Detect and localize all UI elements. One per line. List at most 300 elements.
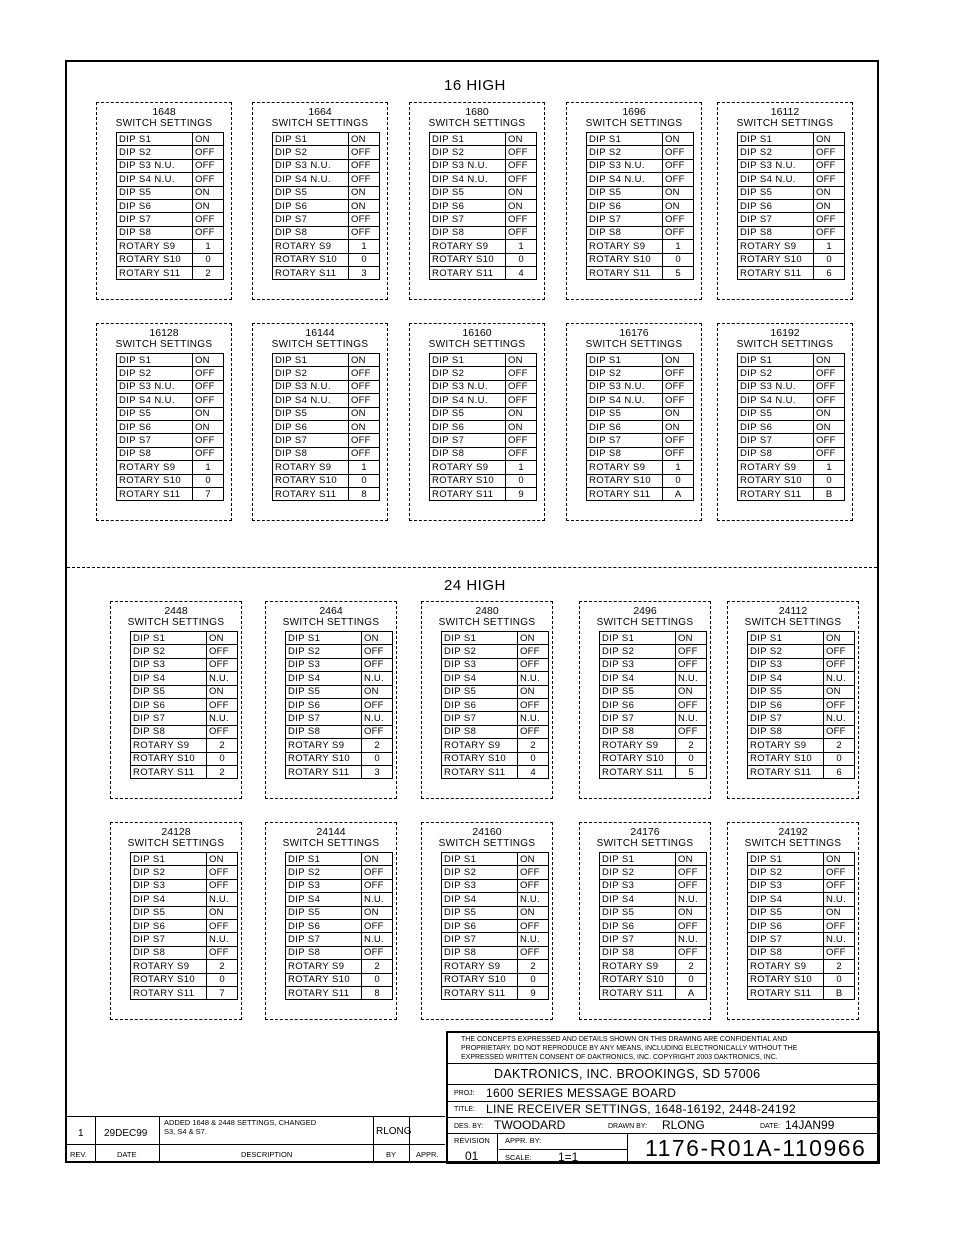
- table-row: [600, 919, 707, 932]
- switch-value: 1: [193, 461, 224, 474]
- table-row: [442, 685, 549, 698]
- table-row: [587, 240, 694, 253]
- switch-label: DIP S3 N.U.: [738, 159, 814, 172]
- switch-label: DIP S8: [117, 226, 193, 239]
- panel-subtitle: SWITCH SETTINGS: [115, 339, 213, 350]
- switch-value: 8: [362, 986, 393, 999]
- table-row: [748, 672, 855, 685]
- switch-label: ROTARY S10: [117, 474, 193, 487]
- revision-header-appr: APPR.: [416, 1150, 439, 1159]
- switch-label: ROTARY S10: [273, 474, 349, 487]
- switch-panel-1680: [409, 102, 545, 300]
- revision-header-description: DESCRIPTION: [241, 1150, 293, 1159]
- revision-header-rev: REV.: [70, 1150, 87, 1159]
- switch-value: 0: [663, 253, 694, 266]
- switch-label: ROTARY S10: [117, 253, 193, 266]
- switch-label: DIP S1: [131, 853, 207, 866]
- switch-label: ROTARY S10: [748, 973, 824, 986]
- panel-subtitle: SWITCH SETTINGS: [736, 118, 834, 129]
- switch-value: ON: [362, 853, 393, 866]
- switch-label: DIP S2: [273, 146, 349, 159]
- switch-label: DIP S5: [587, 186, 663, 199]
- switch-value: 2: [207, 765, 238, 778]
- table-row: [273, 240, 380, 253]
- switch-value: ON: [349, 407, 380, 420]
- switch-label: ROTARY S9: [442, 739, 518, 752]
- switch-table: [429, 353, 537, 501]
- table-row: [286, 960, 393, 973]
- switch-value: 6: [814, 266, 845, 279]
- table-row: [587, 380, 694, 393]
- switch-label: DIP S4 N.U.: [273, 173, 349, 186]
- switch-table: [737, 132, 845, 280]
- switch-value: OFF: [663, 173, 694, 186]
- table-row: [748, 933, 855, 946]
- switch-value: OFF: [506, 394, 537, 407]
- table-row: [131, 973, 238, 986]
- switch-label: DIP S2: [117, 367, 193, 380]
- switch-value: N.U.: [207, 712, 238, 725]
- switch-label: DIP S1: [286, 632, 362, 645]
- switch-value: OFF: [362, 658, 393, 671]
- table-row: [738, 159, 845, 172]
- switch-label: ROTARY S9: [600, 960, 676, 973]
- switch-label: ROTARY S11: [442, 986, 518, 999]
- switch-label: DIP S5: [738, 186, 814, 199]
- table-row: [430, 474, 537, 487]
- switch-label: DIP S5: [442, 685, 518, 698]
- drawing-number: 1176-R01A-110966: [645, 1135, 867, 1161]
- section-title-16-high: 16 HIGH: [444, 77, 506, 94]
- switch-label: DIP S7: [286, 933, 362, 946]
- switch-label: DIP S1: [748, 632, 824, 645]
- table-row: [442, 986, 549, 999]
- switch-label: DIP S7: [430, 213, 506, 226]
- table-row: [117, 367, 224, 380]
- switch-label: DIP S5: [286, 906, 362, 919]
- switch-value: OFF: [193, 367, 224, 380]
- table-row: [131, 906, 238, 919]
- panel-model-number: 16192: [770, 327, 800, 339]
- switch-label: DIP S4: [600, 672, 676, 685]
- switch-value: 0: [814, 253, 845, 266]
- switch-label: DIP S8: [430, 447, 506, 460]
- panel-subtitle: SWITCH SETTINGS: [596, 617, 694, 628]
- table-row: [748, 946, 855, 959]
- switch-label: DIP S8: [738, 447, 814, 460]
- switch-label: DIP S5: [600, 906, 676, 919]
- switch-label: ROTARY S9: [748, 960, 824, 973]
- table-row: [748, 765, 855, 778]
- switch-label: DIP S2: [587, 367, 663, 380]
- switch-label: ROTARY S9: [117, 240, 193, 253]
- switch-value: ON: [676, 685, 707, 698]
- switch-label: DIP S7: [117, 213, 193, 226]
- panel-model-number: 16176: [619, 327, 649, 339]
- switch-panel-2480: [421, 601, 553, 799]
- table-row: [131, 986, 238, 999]
- table-row: [442, 739, 549, 752]
- drawn-by-label: DRAWN BY:: [608, 1123, 648, 1130]
- panel-model-number: 1648: [152, 106, 176, 118]
- switch-label: ROTARY S9: [117, 461, 193, 474]
- switch-value: OFF: [518, 919, 549, 932]
- switch-panel-16128: [96, 323, 232, 521]
- switch-label: DIP S3 N.U.: [587, 159, 663, 172]
- table-row: [748, 879, 855, 892]
- switch-label: DIP S6: [738, 420, 814, 433]
- switch-value: N.U.: [676, 893, 707, 906]
- switch-label: ROTARY S9: [600, 739, 676, 752]
- switch-value: 2: [518, 739, 549, 752]
- switch-value: 2: [362, 739, 393, 752]
- switch-value: ON: [663, 199, 694, 212]
- switch-value: N.U.: [824, 893, 855, 906]
- switch-label: DIP S6: [430, 420, 506, 433]
- switch-label: DIP S5: [286, 685, 362, 698]
- table-row: [117, 159, 224, 172]
- switch-value: N.U.: [362, 893, 393, 906]
- switch-value: OFF: [207, 919, 238, 932]
- switch-value: ON: [193, 133, 224, 146]
- switch-value: OFF: [349, 367, 380, 380]
- table-row: [587, 394, 694, 407]
- switch-label: ROTARY S10: [131, 752, 207, 765]
- table-row: [600, 986, 707, 999]
- switch-label: DIP S1: [273, 354, 349, 367]
- switch-value: ON: [663, 186, 694, 199]
- drawing-title: LINE RECEIVER SETTINGS, 1648-16192, 2448-24192: [486, 1102, 796, 1116]
- switch-label: DIP S8: [748, 725, 824, 738]
- switch-label: ROTARY S11: [587, 266, 663, 279]
- project-label: PROJ:: [454, 1090, 475, 1097]
- switch-label: DIP S2: [286, 866, 362, 879]
- switch-value: OFF: [824, 698, 855, 711]
- table-row: [117, 199, 224, 212]
- switch-label: DIP S6: [117, 420, 193, 433]
- switch-panel-24128: [110, 822, 242, 1020]
- table-row: [738, 199, 845, 212]
- switch-label: ROTARY S11: [738, 266, 814, 279]
- switch-label: ROTARY S9: [430, 461, 506, 474]
- table-row: [273, 394, 380, 407]
- switch-label: DIP S2: [748, 645, 824, 658]
- table-row: [117, 213, 224, 226]
- switch-value: OFF: [676, 645, 707, 658]
- revision-description-line1: ADDED 1648 & 2448 SETTINGS, CHANGED: [164, 1118, 317, 1127]
- switch-label: DIP S3 N.U.: [587, 380, 663, 393]
- switch-label: ROTARY S9: [738, 240, 814, 253]
- switch-value: ON: [362, 906, 393, 919]
- table-row: [748, 919, 855, 932]
- switch-label: DIP S2: [600, 645, 676, 658]
- table-row: [748, 739, 855, 752]
- switch-value: OFF: [663, 447, 694, 460]
- switch-label: DIP S6: [286, 698, 362, 711]
- switch-value: ON: [506, 420, 537, 433]
- switch-value: N.U.: [362, 712, 393, 725]
- table-row: [273, 354, 380, 367]
- table-row: [286, 946, 393, 959]
- switch-value: B: [814, 487, 845, 500]
- switch-label: DIP S6: [748, 698, 824, 711]
- switch-table: [272, 132, 380, 280]
- table-row: [430, 380, 537, 393]
- switch-label: ROTARY S9: [273, 461, 349, 474]
- switch-label: DIP S1: [587, 354, 663, 367]
- table-row: [273, 173, 380, 186]
- switch-label: DIP S3: [442, 879, 518, 892]
- revision-label: REVISION: [454, 1136, 490, 1145]
- switch-value: OFF: [207, 725, 238, 738]
- switch-value: OFF: [207, 658, 238, 671]
- switch-value: OFF: [814, 146, 845, 159]
- designed-by: TWOODARD: [494, 1118, 566, 1132]
- table-row: [131, 658, 238, 671]
- switch-table: [747, 631, 855, 779]
- switch-value: N.U.: [676, 672, 707, 685]
- table-row: [442, 658, 549, 671]
- switch-label: DIP S3: [131, 658, 207, 671]
- switch-table: [441, 631, 549, 779]
- table-row: [430, 394, 537, 407]
- revision-description-line2: S3, S4 & S7.: [164, 1127, 207, 1136]
- switch-label: DIP S1: [738, 354, 814, 367]
- table-row: [430, 487, 537, 500]
- switch-panel-24192: [727, 822, 859, 1020]
- table-row: [286, 645, 393, 658]
- switch-table: [747, 852, 855, 1000]
- table-row: [273, 253, 380, 266]
- revision-by: RLONG: [376, 1126, 412, 1137]
- switch-label: DIP S1: [117, 354, 193, 367]
- switch-label: DIP S7: [738, 213, 814, 226]
- switch-label: ROTARY S9: [286, 739, 362, 752]
- switch-value: OFF: [518, 946, 549, 959]
- switch-value: OFF: [814, 159, 845, 172]
- table-row: [117, 226, 224, 239]
- table-row: [430, 266, 537, 279]
- switch-value: ON: [349, 354, 380, 367]
- switch-label: DIP S3 N.U.: [273, 159, 349, 172]
- switch-value: OFF: [349, 159, 380, 172]
- table-row: [430, 420, 537, 433]
- table-row: [748, 632, 855, 645]
- switch-label: DIP S4: [442, 893, 518, 906]
- panel-model-number: 2480: [475, 605, 499, 617]
- switch-label: ROTARY S9: [587, 461, 663, 474]
- table-row: [430, 133, 537, 146]
- switch-value: OFF: [518, 866, 549, 879]
- revision-header-by: BY: [386, 1150, 397, 1159]
- switch-label: DIP S8: [587, 226, 663, 239]
- switch-label: ROTARY S10: [430, 474, 506, 487]
- switch-value: 2: [193, 266, 224, 279]
- table-row: [600, 698, 707, 711]
- switch-label: DIP S7: [748, 712, 824, 725]
- switch-value: OFF: [506, 447, 537, 460]
- switch-value: 0: [824, 973, 855, 986]
- table-row: [131, 632, 238, 645]
- switch-value: N.U.: [207, 672, 238, 685]
- table-row: [738, 253, 845, 266]
- switch-label: DIP S6: [587, 420, 663, 433]
- panel-subtitle: SWITCH SETTINGS: [736, 339, 834, 350]
- switch-label: DIP S1: [738, 133, 814, 146]
- switch-label: ROTARY S9: [442, 960, 518, 973]
- switch-value: OFF: [349, 380, 380, 393]
- switch-value: OFF: [518, 645, 549, 658]
- table-row: [442, 765, 549, 778]
- switch-label: DIP S8: [273, 447, 349, 460]
- table-row: [600, 973, 707, 986]
- table-row: [286, 919, 393, 932]
- switch-label: DIP S3: [442, 658, 518, 671]
- switch-value: 0: [663, 474, 694, 487]
- table-row: [131, 960, 238, 973]
- panel-model-number: 1696: [622, 106, 646, 118]
- table-row: [131, 725, 238, 738]
- switch-label: DIP S7: [748, 933, 824, 946]
- table-row: [273, 133, 380, 146]
- switch-label: DIP S3: [748, 879, 824, 892]
- table-row: [430, 367, 537, 380]
- table-row: [286, 752, 393, 765]
- switch-value: OFF: [506, 173, 537, 186]
- table-row: [442, 960, 549, 973]
- table-row: [587, 266, 694, 279]
- switch-label: ROTARY S11: [442, 765, 518, 778]
- switch-value: OFF: [814, 380, 845, 393]
- panel-subtitle: SWITCH SETTINGS: [585, 118, 683, 129]
- switch-label: DIP S4 N.U.: [273, 394, 349, 407]
- table-row: [587, 367, 694, 380]
- table-row: [117, 253, 224, 266]
- switch-value: ON: [207, 853, 238, 866]
- table-row: [273, 186, 380, 199]
- table-row: [738, 487, 845, 500]
- table-row: [587, 186, 694, 199]
- panel-subtitle: SWITCH SETTINGS: [438, 838, 536, 849]
- switch-label: DIP S4 N.U.: [587, 173, 663, 186]
- table-row: [600, 725, 707, 738]
- switch-value: A: [663, 487, 694, 500]
- switch-value: OFF: [193, 213, 224, 226]
- table-row: [738, 226, 845, 239]
- switch-label: DIP S7: [738, 434, 814, 447]
- switch-panel-24160: [421, 822, 553, 1020]
- table-row: [131, 752, 238, 765]
- table-row: [442, 698, 549, 711]
- switch-label: ROTARY S11: [286, 765, 362, 778]
- panel-subtitle: SWITCH SETTINGS: [271, 118, 369, 129]
- table-row: [430, 447, 537, 460]
- switch-label: DIP S5: [117, 186, 193, 199]
- table-row: [600, 946, 707, 959]
- scale-label: SCALE:: [505, 1153, 532, 1162]
- switch-value: N.U.: [676, 712, 707, 725]
- switch-value: OFF: [518, 879, 549, 892]
- switch-value: 2: [676, 739, 707, 752]
- table-row: [748, 906, 855, 919]
- table-row: [442, 893, 549, 906]
- switch-table: [599, 852, 707, 1000]
- switch-value: ON: [349, 420, 380, 433]
- switch-label: DIP S3: [286, 658, 362, 671]
- table-row: [738, 146, 845, 159]
- table-row: [738, 434, 845, 447]
- switch-value: ON: [506, 407, 537, 420]
- switch-value: N.U.: [676, 933, 707, 946]
- switch-value: 7: [207, 986, 238, 999]
- table-row: [738, 266, 845, 279]
- switch-label: ROTARY S11: [117, 266, 193, 279]
- switch-value: OFF: [362, 919, 393, 932]
- table-row: [131, 879, 238, 892]
- panel-subtitle: SWITCH SETTINGS: [428, 118, 526, 129]
- switch-label: DIP S7: [587, 213, 663, 226]
- switch-value: B: [824, 986, 855, 999]
- switch-value: OFF: [193, 394, 224, 407]
- switch-panel-2464: [265, 601, 397, 799]
- switch-value: OFF: [362, 725, 393, 738]
- table-row: [131, 672, 238, 685]
- switch-label: DIP S1: [600, 853, 676, 866]
- switch-value: ON: [362, 632, 393, 645]
- table-row: [117, 474, 224, 487]
- switch-table: [272, 353, 380, 501]
- table-row: [600, 893, 707, 906]
- switch-value: N.U.: [518, 672, 549, 685]
- table-row: [442, 973, 549, 986]
- switch-value: 2: [207, 739, 238, 752]
- switch-value: ON: [506, 354, 537, 367]
- switch-value: OFF: [193, 434, 224, 447]
- switch-value: OFF: [362, 645, 393, 658]
- switch-label: DIP S3 N.U.: [273, 380, 349, 393]
- switch-label: DIP S8: [286, 946, 362, 959]
- switch-label: ROTARY S11: [273, 487, 349, 500]
- switch-label: DIP S6: [131, 919, 207, 932]
- switch-value: N.U.: [824, 672, 855, 685]
- table-row: [286, 725, 393, 738]
- table-row: [738, 474, 845, 487]
- switch-panel-16112: [717, 102, 853, 300]
- switch-label: DIP S3: [286, 879, 362, 892]
- table-row: [442, 866, 549, 879]
- switch-value: OFF: [814, 173, 845, 186]
- panel-subtitle: SWITCH SETTINGS: [271, 339, 369, 350]
- switch-label: DIP S6: [738, 199, 814, 212]
- switch-value: 0: [349, 474, 380, 487]
- switch-value: 2: [362, 960, 393, 973]
- switch-value: N.U.: [518, 933, 549, 946]
- switch-value: 1: [814, 240, 845, 253]
- switch-label: DIP S6: [273, 199, 349, 212]
- table-row: [748, 866, 855, 879]
- switch-label: DIP S4: [131, 672, 207, 685]
- switch-label: DIP S6: [442, 919, 518, 932]
- switch-value: OFF: [362, 866, 393, 879]
- switch-label: DIP S6: [748, 919, 824, 932]
- switch-value: ON: [663, 407, 694, 420]
- table-row: [442, 906, 549, 919]
- table-row: [430, 186, 537, 199]
- switch-value: OFF: [824, 658, 855, 671]
- revision-number: 1: [78, 1128, 84, 1139]
- switch-table: [599, 631, 707, 779]
- switch-value: 0: [193, 253, 224, 266]
